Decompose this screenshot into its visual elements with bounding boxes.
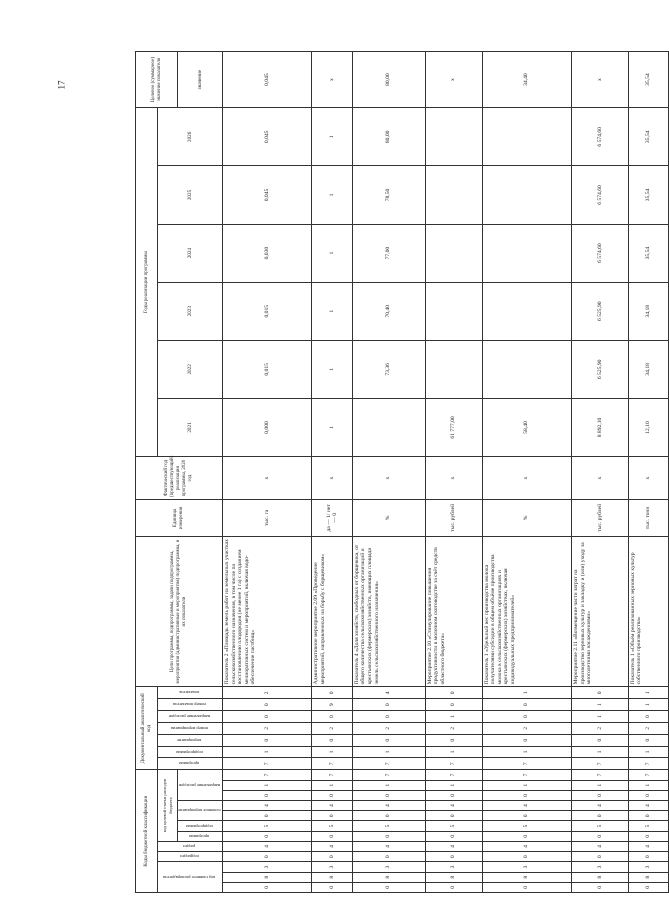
year-value-cell <box>425 224 482 282</box>
baseline-cell: х <box>628 457 668 500</box>
table-row <box>425 52 482 893</box>
kbk-digit-cell: 5 <box>425 821 482 831</box>
kbk-digit-cell: 8 <box>628 872 668 882</box>
year-value-cell: 1 <box>312 398 352 456</box>
baseline-cell: х <box>312 457 352 500</box>
kbk-digit-cell: 7 <box>628 770 668 780</box>
year-value-cell: 73,36 <box>352 340 425 398</box>
kbk-digit-cell: 0 <box>425 852 482 862</box>
kbk-digit-cell: 1 <box>312 780 352 790</box>
kbk-digit-cell: 4 <box>352 841 425 851</box>
kbk-digit-cell: 5 <box>222 821 312 831</box>
kbk-digit-cell: 4 <box>425 841 482 851</box>
gp-code-header: Документальный аналитический код <box>136 687 158 770</box>
year-value-cell: 0,000 <box>222 398 312 456</box>
gp-col-5: номер показателя <box>158 699 223 711</box>
year-value-cell <box>425 108 482 166</box>
year-value-cell: 34,18 <box>628 282 668 340</box>
unit-cell: да — 1/ нет — 0 <box>312 500 352 537</box>
kbk-digit-cell: 0 <box>572 852 629 862</box>
kbk-digit-cell: 7 <box>312 770 352 780</box>
final-value-cell: 35,54 <box>628 52 668 108</box>
gp-col-2: мероприятие <box>158 734 223 746</box>
table-row <box>628 52 668 893</box>
gp-digit-cell: 0 <box>222 699 312 711</box>
kbk-main-event-header: основное мероприятие <box>178 801 223 821</box>
kbk-digit-cell: 0 <box>312 831 352 841</box>
year-value-cell: 6 525,90 <box>572 282 629 340</box>
kbk-group-header: Коды бюджетной классификации <box>136 770 158 893</box>
kbk-digit-cell: 0 <box>352 790 425 800</box>
gp-digit-cell: 1 <box>628 687 668 699</box>
kbk-digit-cell: 3 <box>572 862 629 872</box>
kbk-digit-cell: 1 <box>425 780 482 790</box>
gp-digit-cell: 7 <box>352 758 425 770</box>
year-value-cell <box>482 340 572 398</box>
unit-cell: % <box>482 500 572 537</box>
row-name-cell: Показатель 1 «Объём реализованных зерновых культур собственного производства» <box>628 536 668 687</box>
table-row <box>572 52 629 893</box>
year-value-cell: 61 777,00 <box>425 398 482 456</box>
row-name-cell: Административное мероприятие 2.09 «Проведение мероприятий, направленных на борьбу с борщевиком» <box>312 536 352 687</box>
baseline-header: Фактический год (предшествующий) реализации программы, 2020 год <box>136 457 223 500</box>
year-value-cell <box>425 340 482 398</box>
table-row <box>482 52 572 893</box>
gp-digit-cell: 1 <box>482 687 572 699</box>
kbk-digit-cell: 3 <box>312 862 352 872</box>
kbk-digit-cell: 0 <box>628 790 668 800</box>
kbk-digit-cell: 0 <box>572 831 629 841</box>
kbk-digit-cell: 4 <box>222 801 312 811</box>
gp-digit-cell: 7 <box>628 758 668 770</box>
unit-cell: тыс. рублей <box>425 500 482 537</box>
program-table <box>135 51 669 893</box>
gp-digit-cell: 7 <box>312 758 352 770</box>
gp-digit-cell: 1 <box>222 746 312 758</box>
kbk-digit-cell: 1 <box>222 780 312 790</box>
kbk-digit-cell: 5 <box>572 821 629 831</box>
kbk-digit-cell: 0 <box>572 811 629 821</box>
kbk-program-header: программа <box>178 831 223 841</box>
gp-digit-cell: 0 <box>425 699 482 711</box>
kbk-digit-cell: 0 <box>352 882 425 892</box>
final-group-header: Целевое (суммарное) значение показателя <box>136 52 178 108</box>
year-value-cell: 35,54 <box>628 224 668 282</box>
kbk-digit-cell: 0 <box>482 811 572 821</box>
year-value-cell: 58,40 <box>482 398 572 456</box>
kbk-digit-cell: 0 <box>312 882 352 892</box>
kbk-digit-cell: 7 <box>352 770 425 780</box>
row-name-cell: Показатель 1 «Удельный вес производства молока получателями субсидии в общем объёме производства молока в сельскохозяйственных организациях и крестьянских (фермерских) хозяйствах, включая индивидуальных предпринимателей» <box>482 536 572 687</box>
year-value-cell: 34,18 <box>628 340 668 398</box>
final-value-cell: х <box>425 52 482 108</box>
year-value-cell: 1 <box>312 108 352 166</box>
kbk-digit-cell: 4 <box>482 841 572 851</box>
gp-digit-cell: 1 <box>572 699 629 711</box>
gp-col-1: подпрограмма <box>158 746 223 758</box>
year-2026-header: 2026 <box>158 108 223 166</box>
year-value-cell: 0,030 <box>222 224 312 282</box>
year-value-cell: 35,54 <box>628 166 668 224</box>
kbk-digit-cell: 4 <box>352 801 425 811</box>
kbk-digit-cell: 1 <box>628 780 668 790</box>
year-value-cell: 8 892,10 <box>572 398 629 456</box>
kbk-sub-header: подраздел <box>158 852 223 862</box>
kbk-digit-cell: 3 <box>425 862 482 872</box>
gp-digit-cell: 4 <box>352 687 425 699</box>
year-value-cell: 0,015 <box>222 282 312 340</box>
kbk-digit-cell: 4 <box>572 841 629 851</box>
kbk-digit-cell: 0 <box>628 852 668 862</box>
kbk-digit-cell: 8 <box>312 872 352 882</box>
gp-digit-cell: 0 <box>352 734 425 746</box>
year-value-cell: 1 <box>312 224 352 282</box>
year-2024-header: 2024 <box>158 224 223 282</box>
gp-digit-cell: 2 <box>628 722 668 734</box>
kbk-digit-cell: 3 <box>222 862 312 872</box>
kbk-digit-cell: 0 <box>352 811 425 821</box>
kbk-digit-cell: 0 <box>222 790 312 800</box>
year-value-cell: 1 <box>312 166 352 224</box>
kbk-digit-cell: 0 <box>425 882 482 892</box>
kbk-digit-cell: 4 <box>222 841 312 851</box>
gp-digit-cell: 0 <box>312 711 352 723</box>
kbk-digit-cell: 8 <box>222 872 312 882</box>
kbk-digit-cell: 0 <box>482 790 572 800</box>
gp-digit-cell: 2 <box>572 722 629 734</box>
gp-digit-cell: 1 <box>352 746 425 758</box>
kbk-digit-cell: 1 <box>572 780 629 790</box>
kbk-digit-cell: 0 <box>425 811 482 821</box>
kbk-digit-cell: 0 <box>222 852 312 862</box>
kbk-digit-cell: 8 <box>425 872 482 882</box>
kbk-digit-cell: 0 <box>482 882 572 892</box>
kbk-digit-cell: 4 <box>312 801 352 811</box>
unit-cell: тыс. рублей <box>572 500 629 537</box>
gp-digit-cell: 1 <box>425 746 482 758</box>
gp-digit-cell: 1 <box>425 711 482 723</box>
gp-digit-cell: 7 <box>482 758 572 770</box>
kbk-target-header: код целевой статьи расходов бюджета <box>158 770 178 842</box>
year-value-cell: 6 574,60 <box>572 224 629 282</box>
kbk-grbs-header: код главного распорядителя <box>158 862 223 893</box>
gp-digit-cell: 9 <box>312 699 352 711</box>
gp-digit-cell: 0 <box>352 699 425 711</box>
kbk-digit-cell: 1 <box>482 780 572 790</box>
baseline-cell: х <box>425 457 482 500</box>
year-value-cell: 0,045 <box>222 166 312 224</box>
gp-digit-cell: 2 <box>352 722 425 734</box>
kbk-digit-cell: 0 <box>312 811 352 821</box>
kbk-digit-cell: 0 <box>628 811 668 821</box>
rotated-table-sheet <box>135 51 669 893</box>
gp-digit-cell: 0 <box>352 711 425 723</box>
gp-digit-cell: 2 <box>482 722 572 734</box>
kbk-digit-cell: 7 <box>425 770 482 780</box>
gp-digit-cell: 2 <box>425 722 482 734</box>
gp-digit-cell: 1 <box>628 699 668 711</box>
kbk-digit-cell: 0 <box>572 790 629 800</box>
kbk-digit-cell: 3 <box>352 862 425 872</box>
year-value-cell <box>482 108 572 166</box>
row-name-cell: Показатель 2 «Площадь земель работ на земельных участках сельскохозяйственного назначения, в том числе по восстановлению плодородия (не менее 1 га) с созданием мелиоративных систем и мероприятий, включая водообеспечение пастбищ» <box>222 536 312 687</box>
kbk-digit-cell: 5 <box>312 821 352 831</box>
year-2021-header: 2021 <box>158 398 223 456</box>
kbk-direction-header: направление расходов <box>178 770 223 801</box>
year-value-cell: 35,54 <box>628 108 668 166</box>
year-value-cell: 1 <box>312 282 352 340</box>
baseline-cell: х <box>352 457 425 500</box>
year-value-cell: 0,045 <box>222 108 312 166</box>
gp-digit-cell: 0 <box>482 734 572 746</box>
year-value-cell: 6 525,90 <box>572 340 629 398</box>
page-number: 17 <box>56 80 67 90</box>
gp-digit-cell: 0 <box>482 711 572 723</box>
kbk-digit-cell: 7 <box>482 770 572 780</box>
name-header: Цели программы, подпрограммы, задачи подпрограммы, мероприятия (административные и мероприятия) подпрограммы, и их показатели <box>136 536 223 687</box>
year-value-cell <box>352 398 425 456</box>
gp-digit-cell: 7 <box>222 758 312 770</box>
kbk-digit-cell: 0 <box>628 831 668 841</box>
final-value-cell: 80,00 <box>352 52 425 108</box>
year-value-cell <box>482 282 572 340</box>
kbk-digit-cell: 3 <box>628 862 668 872</box>
unit-cell: тыс. тонн <box>628 500 668 537</box>
gp-digit-cell: 0 <box>572 687 629 699</box>
unit-cell: % <box>352 500 425 537</box>
gp-col-3: номер мероприятия <box>158 722 223 734</box>
gp-col-6: показатель <box>158 687 223 699</box>
year-value-cell: 80,00 <box>352 108 425 166</box>
year-value-cell: 6 574,60 <box>572 166 629 224</box>
kbk-digit-cell: 4 <box>425 801 482 811</box>
gp-digit-cell: 0 <box>312 687 352 699</box>
gp-digit-cell: 1 <box>572 746 629 758</box>
kbk-digit-cell: 0 <box>352 831 425 841</box>
table-row <box>312 52 352 893</box>
year-value-cell: 1 <box>312 340 352 398</box>
year-2023-header: 2023 <box>158 282 223 340</box>
row-name-cell: Показатель 4 «Доля хозяйств, свободных от борщевика, от общего количества сельскохозяйственных организаций и крестьянских (фермерских) хозяйств, имеющих площади земель сельскохозяйственного назначения» <box>352 536 425 687</box>
year-value-cell <box>482 224 572 282</box>
kbk-digit-cell: 0 <box>482 831 572 841</box>
gp-digit-cell: 0 <box>222 711 312 723</box>
year-value-cell: 12,10 <box>628 398 668 456</box>
kbk-digit-cell: 0 <box>425 831 482 841</box>
kbk-digit-cell: 0 <box>312 852 352 862</box>
row-name-cell: Мероприятие 2.10 «Стимулирование повышения продуктивности в молочном скотоводстве за счёт средств областного бюджета» <box>425 536 482 687</box>
gp-digit-cell: 0 <box>222 734 312 746</box>
gp-digit-cell: 2 <box>222 722 312 734</box>
kbk-digit-cell: 0 <box>425 790 482 800</box>
kbk-digit-cell: 8 <box>572 872 629 882</box>
gp-digit-cell: 0 <box>312 734 352 746</box>
kbk-digit-cell: 0 <box>222 811 312 821</box>
final-value-cell: х <box>572 52 629 108</box>
gp-digit-cell: 0 <box>628 711 668 723</box>
year-value-cell: 0,015 <box>222 340 312 398</box>
kbk-digit-cell: 0 <box>222 831 312 841</box>
final-value-cell: х <box>312 52 352 108</box>
gp-digit-cell: 2 <box>312 722 352 734</box>
kbk-digit-cell: 8 <box>482 872 572 882</box>
year-value-cell: 6 574,60 <box>572 108 629 166</box>
kbk-digit-cell: 5 <box>352 821 425 831</box>
year-value-cell <box>482 166 572 224</box>
gp-digit-cell: 7 <box>425 758 482 770</box>
kbk-digit-cell: 0 <box>352 852 425 862</box>
baseline-cell: х <box>572 457 629 500</box>
table-row <box>352 52 425 893</box>
kbk-digit-cell: 0 <box>572 882 629 892</box>
kbk-digit-cell: 0 <box>312 790 352 800</box>
kbk-digit-cell: 4 <box>628 841 668 851</box>
unit-header: Единица измерения <box>136 500 223 537</box>
kbk-digit-cell: 3 <box>482 862 572 872</box>
gp-digit-cell: 1 <box>628 746 668 758</box>
year-value-cell: 77,00 <box>352 224 425 282</box>
kbk-digit-cell: 8 <box>352 872 425 882</box>
baseline-cell: х <box>482 457 572 500</box>
gp-col-0: программа <box>158 758 223 770</box>
year-value-cell <box>425 282 482 340</box>
year-value-cell: 70,40 <box>352 282 425 340</box>
table-body <box>222 52 668 893</box>
gp-digit-cell: 0 <box>482 699 572 711</box>
year-value-cell <box>425 166 482 224</box>
years-group-header: Годы реализации программы <box>136 108 158 457</box>
gp-digit-cell: 1 <box>572 711 629 723</box>
year-2022-header: 2022 <box>158 340 223 398</box>
table-row <box>222 52 312 893</box>
kbk-digit-cell: 0 <box>222 882 312 892</box>
gp-digit-cell: 0 <box>425 687 482 699</box>
kbk-digit-cell: 0 <box>628 882 668 892</box>
kbk-digit-cell: 4 <box>482 801 572 811</box>
kbk-subprogram-header: подпрограмма <box>178 821 223 831</box>
gp-digit-cell: 1 <box>482 746 572 758</box>
kbk-digit-cell: 1 <box>352 780 425 790</box>
kbk-digit-cell: 4 <box>628 801 668 811</box>
kbk-digit-cell: 5 <box>482 821 572 831</box>
gp-digit-cell: 0 <box>628 734 668 746</box>
gp-digit-cell: 0 <box>425 734 482 746</box>
gp-digit-cell: 7 <box>572 758 629 770</box>
kbk-digit-cell: 0 <box>482 852 572 862</box>
year-value-cell: 78,50 <box>352 166 425 224</box>
baseline-cell: х <box>222 457 312 500</box>
final-value-header: значение <box>178 52 223 108</box>
kbk-digit-cell: 4 <box>312 841 352 851</box>
kbk-razdel-header: раздел <box>158 841 223 851</box>
unit-cell: тыс. га <box>222 500 312 537</box>
kbk-digit-cell: 5 <box>628 821 668 831</box>
year-2025-header: 2025 <box>158 166 223 224</box>
kbk-digit-cell: 7 <box>572 770 629 780</box>
kbk-digit-cell: 4 <box>572 801 629 811</box>
gp-col-4: направление расходов <box>158 711 223 723</box>
row-name-cell: Мероприятие 2.11 «Возмещение части затрат на производство зерновых культур и закладку и (или) уходу за многолетними насаждениями» <box>572 536 629 687</box>
gp-digit-cell: 1 <box>312 746 352 758</box>
gp-digit-cell: 0 <box>572 734 629 746</box>
gp-digit-cell: 2 <box>222 687 312 699</box>
kbk-digit-cell: 7 <box>222 770 312 780</box>
final-value-cell: 0,045 <box>222 52 312 108</box>
final-value-cell: 34,40 <box>482 52 572 108</box>
